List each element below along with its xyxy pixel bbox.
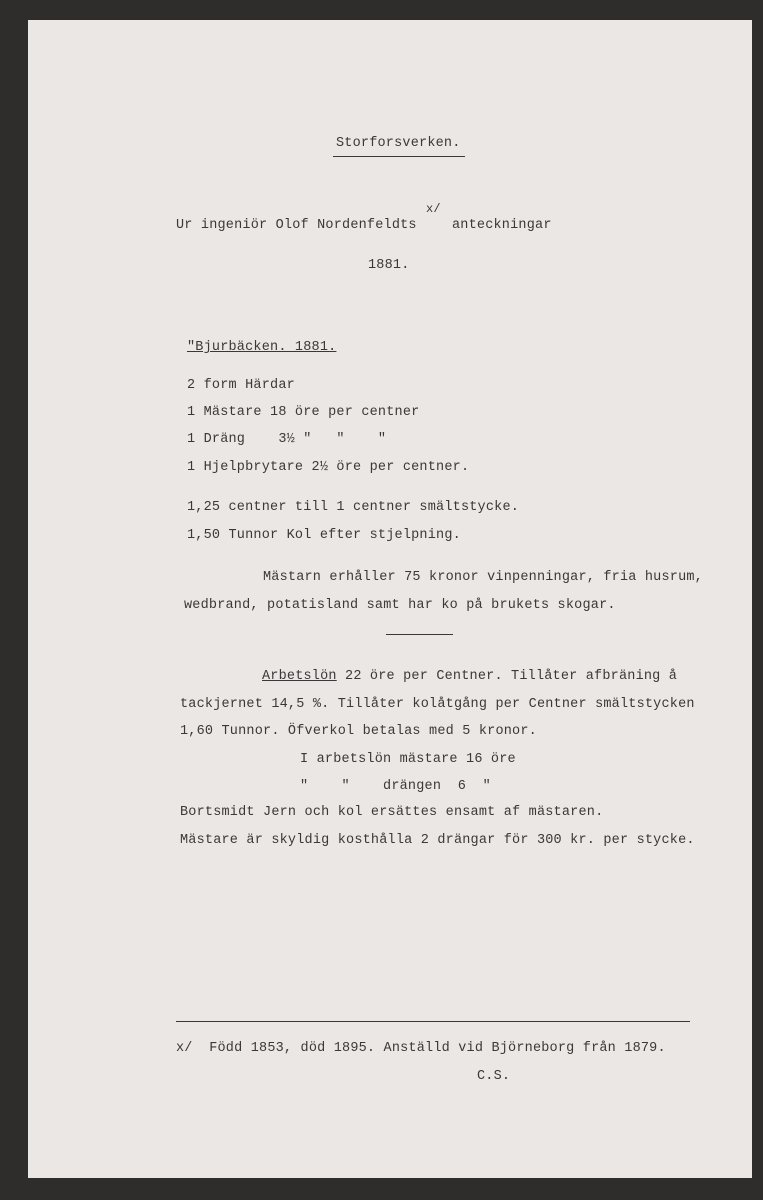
paragraph-line: I arbetslön mästare 16 öre (300, 752, 516, 767)
initials: C.S. (477, 1069, 511, 1084)
paragraph-line: tackjernet 14,5 %. Tillåter kolåtgång per Centner smältstycken (180, 697, 695, 712)
ratio-line: 1,25 centner till 1 centner smältstycke. (187, 500, 520, 515)
list-item: 1 Dräng 3½ " " " (187, 432, 387, 447)
section-divider (386, 634, 453, 635)
paragraph-text: 22 öre per Centner. Tillåter afbräning å (336, 669, 678, 684)
section-heading: "Bjurbäcken. 1881. (187, 340, 337, 355)
footnote: x/ Född 1853, död 1895. Anställd vid Björneborg från 1879. (176, 1041, 666, 1056)
arbetslon-label: Arbetslön (262, 669, 337, 684)
list-item: 1 Mästare 18 öre per centner (187, 405, 420, 420)
list-item: 1 Hjelpbrytare 2½ öre per centner. (187, 460, 470, 475)
subtitle: Ur ingeniör Olof Nordenfeldts (176, 218, 417, 233)
subtitle-end: anteckningar (452, 218, 552, 233)
document-title: Storforsverken. (336, 136, 461, 151)
paragraph-line: Mästarn erhåller 75 kronor vinpenningar, fria husrum, (263, 570, 703, 585)
title-underline (333, 156, 465, 157)
list-item: 2 form Härdar (187, 378, 295, 393)
year: 1881. (368, 258, 410, 273)
paragraph-line: 1,60 Tunnor. Öfverkol betalas med 5 kronor. (180, 724, 537, 739)
paragraph-line: " " drängen 6 " (300, 779, 491, 794)
ratio-line: 1,50 Tunnor Kol efter stjelpning. (187, 528, 461, 543)
paragraph-line (262, 669, 677, 684)
paragraph-line: Mästare är skyldig kosthålla 2 drängar för 300 kr. per stycke. (180, 833, 695, 848)
footnote-mark: x/ (426, 202, 441, 216)
paragraph-line: wedbrand, potatisland samt har ko på brukets skogar. (184, 598, 616, 613)
footnote-rule (176, 1021, 690, 1022)
paragraph-line: Bortsmidt Jern och kol ersättes ensamt af mästaren. (180, 805, 604, 820)
